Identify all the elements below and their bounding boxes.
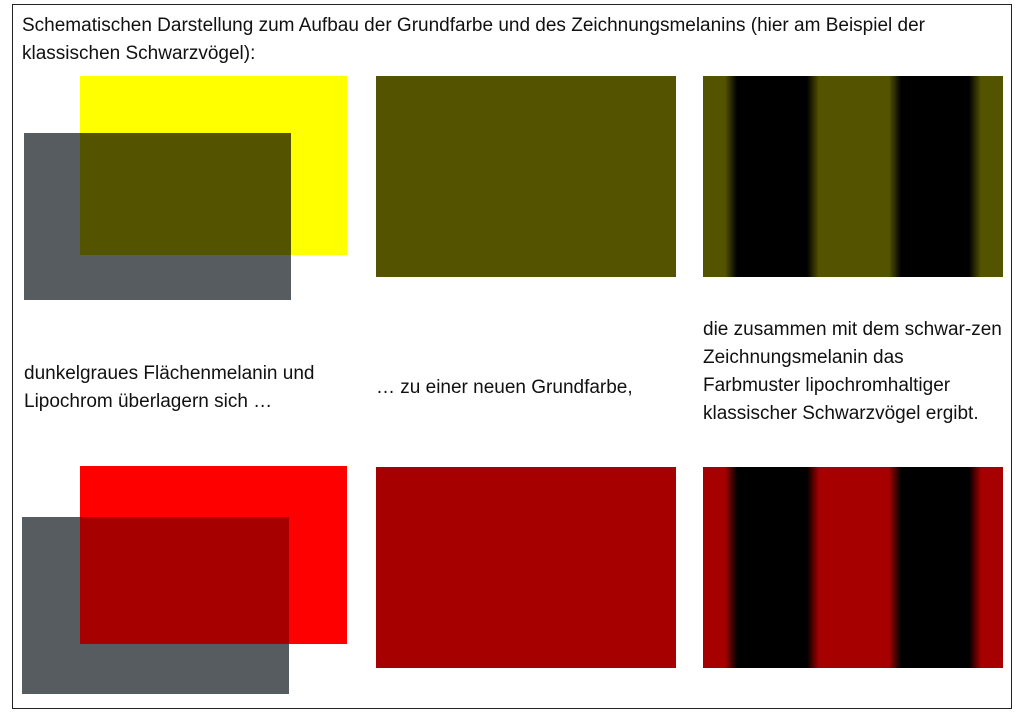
caption-col3: die zusammen mit dem schwar-zen Zeichnungsmelanin das Farbmuster lipochromhaltiger klassischer Schwarzvögel ergibt. (703, 319, 1002, 424)
pattern-yellow-striped (703, 76, 1003, 277)
ground-color-red-rect (376, 467, 676, 668)
caption-col1: dunkelgraues Flächenmelanin und Lipochrom überlagern sich … (24, 363, 315, 412)
caption-col2: … zu einer neuen Grundfarbe, (376, 377, 633, 398)
overlap-yellow-area (80, 133, 291, 255)
overlap-red-area (80, 517, 289, 644)
ground-color-yellow-rect (376, 76, 676, 277)
figure-title: Schematischen Darstellung zum Aufbau der Grundfarbe und des Zeichnungsmelanins (hier am Beispiel der klassischen Schwarzvögel): (22, 15, 925, 64)
pattern-red-striped (703, 467, 1003, 668)
